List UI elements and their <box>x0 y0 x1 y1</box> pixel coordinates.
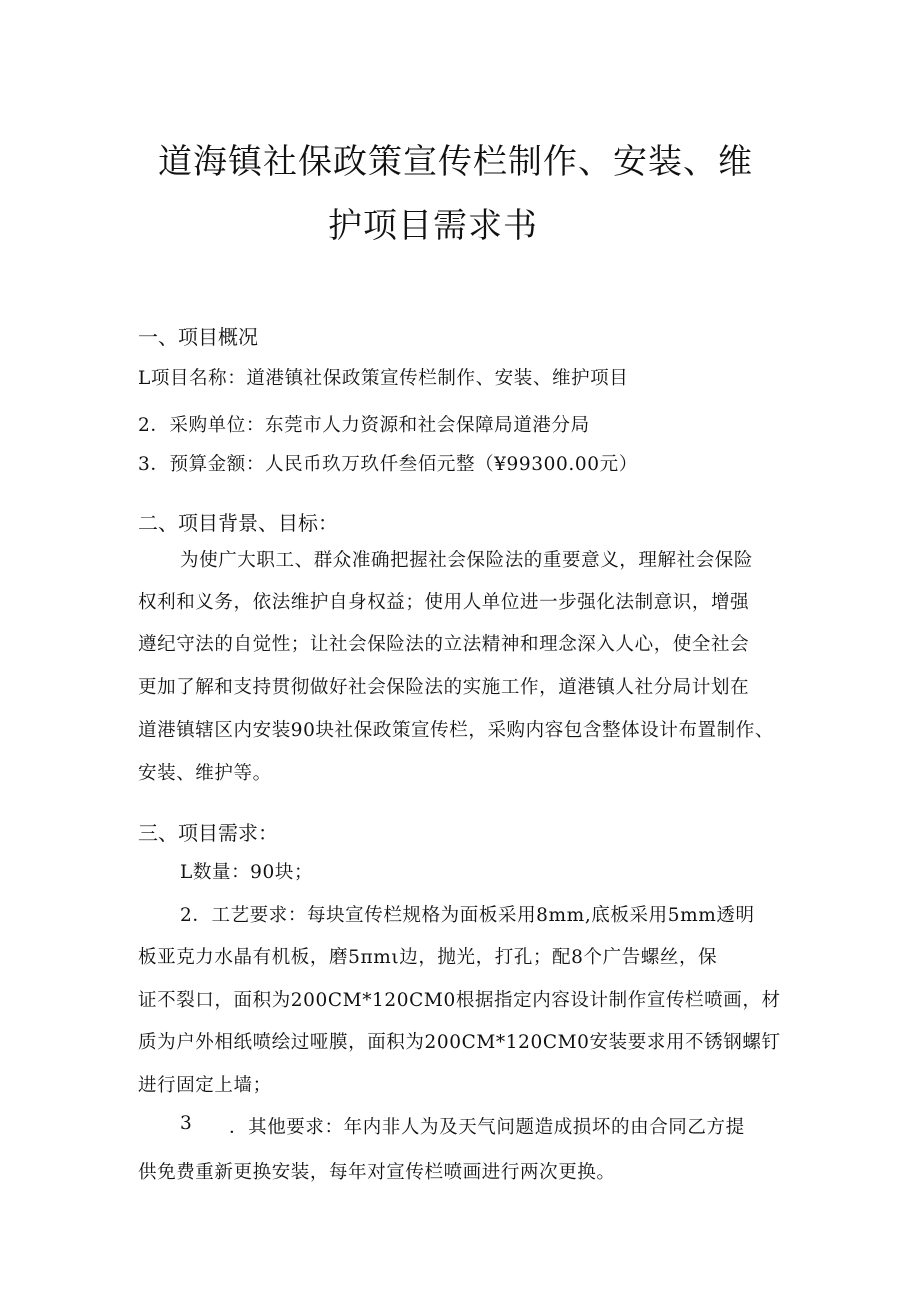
purchaser-item: 2．采购单位：东莞市人力资源和社会保障局道港分局 <box>138 415 590 436</box>
background-paragraph-line: 安装、维护等。 <box>138 763 272 784</box>
craft-requirement-line: 证不裂口，面积为200CM*120CM0根据指定内容设计制作宣传栏喷画，材 <box>138 990 781 1011</box>
section-heading-overview: 一、项目概况 <box>138 325 258 349</box>
section-heading-background: 二、项目背景、目标： <box>138 511 338 535</box>
craft-requirement-line: 进行固定上墙； <box>138 1075 272 1096</box>
craft-requirement-line: 2．工艺要求：每块宣传栏规格为面板采用8mm,底板采用5mm透明 <box>180 905 755 926</box>
background-paragraph-line: 更加了解和支持贯彻做好社会保险法的实施工作，道港镇人社分局计划在 <box>138 677 750 698</box>
background-paragraph-line: 权利和义务，依法维护自身权益；使用人单位进一步强化法制意识，增强 <box>138 592 750 613</box>
quantity-item: L数量：90块； <box>180 862 314 883</box>
project-name-item: L项目名称：道港镇社保政策宣传栏制作、安装、维护项目 <box>138 368 629 389</box>
background-paragraph-line: 道港镇辖区内安装90块社保政策宣传栏，采购内容包含整体设计布置制作、 <box>138 720 774 741</box>
document-title-line-1: 道海镇社保政策宣传栏制作、安装、维 <box>158 142 753 182</box>
craft-requirement-line: 质为户外相纸喷绘过哑膜，面积为200CM*120CM0安装要求用不锈钢螺钉 <box>138 1032 781 1053</box>
other-requirement-line: 供免费重新更换安装，每年对宣传栏喷画进行两次更换。 <box>138 1162 616 1183</box>
other-requirement-line: ．其他要求：年内非人为及天气问题造成损坏的由合同乙方提 <box>229 1117 745 1138</box>
craft-requirement-line: 板亚克力水晶有机板，磨5πmι边，抛光，打孔；配8个广告螺丝，保 <box>138 947 718 968</box>
section-heading-requirements: 三、项目需求： <box>138 821 278 845</box>
other-requirement-number: 3 <box>180 1113 193 1134</box>
background-paragraph-line: 为使广大职工、群众准确把握社会保险法的重要意义，理解社会保险 <box>180 550 754 571</box>
budget-item: 3．预算金额：人民币玖万玖仟叁佰元整（¥99300.00元） <box>138 454 638 475</box>
document-title-line-2: 护项目需求书 <box>328 206 538 246</box>
background-paragraph-line: 遵纪守法的自觉性；让社会保险法的立法精神和理念深入人心，使全社会 <box>138 634 750 655</box>
